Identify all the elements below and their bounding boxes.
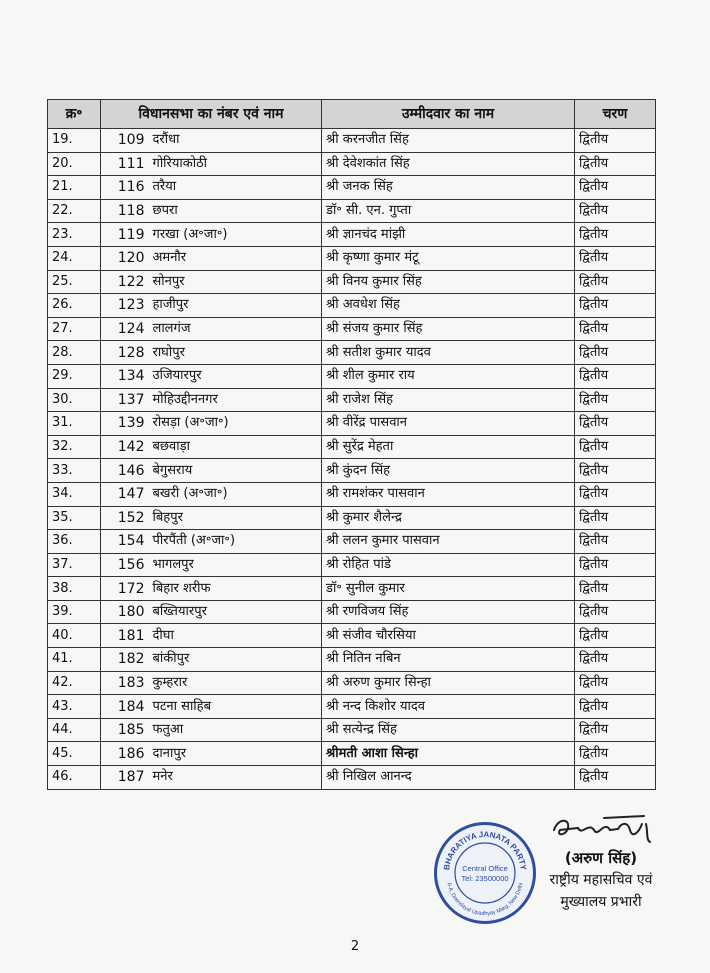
table-row xyxy=(48,223,656,247)
row-serial: 35. xyxy=(48,506,101,530)
row-serial: 38. xyxy=(48,577,101,601)
row-ac-number: 146 xyxy=(101,459,149,483)
signatory-designation-line1: राष्ट्रीय महासचिव एवं xyxy=(549,872,653,888)
row-ac-name: बखरी (अ॰जा॰) xyxy=(149,482,322,506)
row-ac-name: बेगुसराय xyxy=(149,459,322,483)
row-ac-name: राघोपुर xyxy=(149,341,322,365)
row-candidate: श्रीमती आशा सिन्हा xyxy=(322,742,575,766)
row-ac-name: मोहिउद्दीननगर xyxy=(149,388,322,412)
row-phase: द्वितीय xyxy=(575,152,656,176)
row-serial: 20. xyxy=(48,152,101,176)
row-phase: द्वितीय xyxy=(575,176,656,200)
table-row xyxy=(48,129,656,153)
row-candidate: श्री सुरेंद्र मेहता xyxy=(322,435,575,459)
table-row xyxy=(48,294,656,318)
table-row xyxy=(48,506,656,530)
svg-text:6-A, Deendayal Upadhyay Marg, xyxy=(446,882,525,917)
table-row xyxy=(48,742,656,766)
row-candidate: श्री रोहित पांडे xyxy=(322,553,575,577)
row-ac-number: 154 xyxy=(101,530,149,554)
row-phase: द्वितीय xyxy=(575,223,656,247)
table-header-row xyxy=(48,100,656,129)
row-candidate: श्री कुंदन सिंह xyxy=(322,459,575,483)
row-serial: 41. xyxy=(48,648,101,672)
row-candidate: श्री संजय कुमार सिंह xyxy=(322,317,575,341)
table-row xyxy=(48,718,656,742)
row-serial: 39. xyxy=(48,600,101,624)
row-phase: द्वितीय xyxy=(575,294,656,318)
row-ac-name: दानापुर xyxy=(149,742,322,766)
row-ac-number: 139 xyxy=(101,412,149,436)
row-phase: द्वितीय xyxy=(575,718,656,742)
row-candidate: श्री रामशंकर पासवान xyxy=(322,482,575,506)
signatory-block xyxy=(540,847,662,913)
table-row xyxy=(48,553,656,577)
signatory-name: (अरुण सिंह) xyxy=(564,849,638,867)
row-ac-name: कुम्हरार xyxy=(149,671,322,695)
row-phase: द्वितीय xyxy=(575,624,656,648)
table-row xyxy=(48,199,656,223)
row-ac-name: दीघा xyxy=(149,624,322,648)
row-ac-name: अमनौर xyxy=(149,246,322,270)
row-serial: 26. xyxy=(48,294,101,318)
row-ac-number: 116 xyxy=(101,176,149,200)
row-ac-number: 109 xyxy=(101,129,149,153)
row-candidate: श्री सत्येन्द्र सिंह xyxy=(322,718,575,742)
row-serial: 45. xyxy=(48,742,101,766)
row-ac-name: लालगंज xyxy=(149,317,322,341)
row-serial: 36. xyxy=(48,530,101,554)
signatory-designation-line2: मुख्यालय प्रभारी xyxy=(560,894,642,910)
candidate-table xyxy=(47,99,656,790)
row-ac-name: बिहार शरीफ xyxy=(149,577,322,601)
row-ac-number: 147 xyxy=(101,482,149,506)
header-constituency: विधानसभा का नंबर एवं नाम xyxy=(101,100,322,129)
row-ac-name: मनेर xyxy=(149,766,322,790)
row-phase: द्वितीय xyxy=(575,317,656,341)
table-row xyxy=(48,317,656,341)
row-ac-number: 137 xyxy=(101,388,149,412)
row-ac-name: गरखा (अ॰जा॰) xyxy=(149,223,322,247)
table-row xyxy=(48,577,656,601)
row-serial: 42. xyxy=(48,671,101,695)
stamp-center-line1: Central Office xyxy=(462,864,508,873)
row-serial: 46. xyxy=(48,766,101,790)
row-serial: 28. xyxy=(48,341,101,365)
table-row xyxy=(48,412,656,436)
row-ac-number: 152 xyxy=(101,506,149,530)
table-row xyxy=(48,671,656,695)
row-phase: द्वितीय xyxy=(575,766,656,790)
table-row xyxy=(48,341,656,365)
row-candidate: श्री नन्द किशोर यादव xyxy=(322,695,575,719)
row-ac-name: रोसड़ा (अ॰जा॰) xyxy=(149,412,322,436)
row-serial: 22. xyxy=(48,199,101,223)
row-candidate: श्री करनजीत सिंह xyxy=(322,129,575,153)
row-ac-name: हाजीपुर xyxy=(149,294,322,318)
row-ac-name: बख्तियारपुर xyxy=(149,600,322,624)
row-ac-number: 128 xyxy=(101,341,149,365)
row-ac-number: 187 xyxy=(101,766,149,790)
row-serial: 25. xyxy=(48,270,101,294)
row-ac-name: बिहपुर xyxy=(149,506,322,530)
stamp-ring-text: BHARATIYA JANATA PARTY xyxy=(442,829,528,871)
header-phase: चरण xyxy=(575,100,656,129)
row-serial: 43. xyxy=(48,695,101,719)
table-row xyxy=(48,435,656,459)
header-candidate: उम्मीदवार का नाम xyxy=(322,100,575,129)
table-row xyxy=(48,530,656,554)
row-ac-number: 124 xyxy=(101,317,149,341)
row-candidate: श्री रणविजय सिंह xyxy=(322,600,575,624)
table-row xyxy=(48,648,656,672)
row-serial: 32. xyxy=(48,435,101,459)
row-phase: द्वितीय xyxy=(575,530,656,554)
row-candidate: डॉ॰ सुनील कुमार xyxy=(322,577,575,601)
row-serial: 44. xyxy=(48,718,101,742)
row-ac-number: 185 xyxy=(101,718,149,742)
table-row xyxy=(48,246,656,270)
table-row xyxy=(48,482,656,506)
row-ac-number: 180 xyxy=(101,600,149,624)
row-ac-number: 142 xyxy=(101,435,149,459)
row-serial: 30. xyxy=(48,388,101,412)
row-serial: 37. xyxy=(48,553,101,577)
row-phase: द्वितीय xyxy=(575,199,656,223)
row-phase: द्वितीय xyxy=(575,246,656,270)
row-candidate: श्री वीरेंद्र पासवान xyxy=(322,412,575,436)
row-ac-name: बछवाड़ा xyxy=(149,435,322,459)
row-candidate: श्री अवधेश सिंह xyxy=(322,294,575,318)
row-phase: द्वितीय xyxy=(575,695,656,719)
row-candidate: श्री कृष्णा कुमार मंटू xyxy=(322,246,575,270)
stamp-address-text: 6-A, Deendayal Upadhyay Marg, New Delhi xyxy=(445,882,525,918)
row-phase: द्वितीय xyxy=(575,577,656,601)
table-row xyxy=(48,152,656,176)
row-ac-name: तरैया xyxy=(149,176,322,200)
row-ac-name: छपरा xyxy=(149,199,322,223)
row-ac-number: 183 xyxy=(101,671,149,695)
row-ac-number: 119 xyxy=(101,223,149,247)
row-phase: द्वितीय xyxy=(575,412,656,436)
row-serial: 40. xyxy=(48,624,101,648)
row-ac-number: 123 xyxy=(101,294,149,318)
row-ac-name: पीरपैंती (अ॰जा॰) xyxy=(149,530,322,554)
row-ac-number: 186 xyxy=(101,742,149,766)
row-ac-name: दरौंधा xyxy=(149,129,322,153)
row-ac-number: 111 xyxy=(101,152,149,176)
row-phase: द्वितीय xyxy=(575,600,656,624)
row-candidate: श्री ज्ञानचंद मांझी xyxy=(322,223,575,247)
row-phase: द्वितीय xyxy=(575,648,656,672)
table-row xyxy=(48,695,656,719)
row-ac-name: बांकीपुर xyxy=(149,648,322,672)
row-serial: 23. xyxy=(48,223,101,247)
header-serial: क्र॰ xyxy=(48,100,101,129)
row-candidate: डॉ॰ सी. एन. गुप्ता xyxy=(322,199,575,223)
row-ac-name: गोरियाकोठी xyxy=(149,152,322,176)
table-row xyxy=(48,364,656,388)
table-row xyxy=(48,624,656,648)
handwritten-signature xyxy=(548,812,656,850)
row-phase: द्वितीय xyxy=(575,553,656,577)
row-phase: द्वितीय xyxy=(575,129,656,153)
row-candidate: श्री ललन कुमार पासवान xyxy=(322,530,575,554)
row-candidate: श्री देवेशकांत सिंह xyxy=(322,152,575,176)
row-phase: द्वितीय xyxy=(575,671,656,695)
row-candidate: श्री संजीव चौरसिया xyxy=(322,624,575,648)
row-serial: 21. xyxy=(48,176,101,200)
row-serial: 33. xyxy=(48,459,101,483)
row-candidate: श्री राजेश सिंह xyxy=(322,388,575,412)
row-ac-number: 184 xyxy=(101,695,149,719)
row-ac-number: 122 xyxy=(101,270,149,294)
row-phase: द्वितीय xyxy=(575,270,656,294)
row-serial: 34. xyxy=(48,482,101,506)
row-ac-number: 182 xyxy=(101,648,149,672)
row-candidate: श्री जनक सिंह xyxy=(322,176,575,200)
row-serial: 24. xyxy=(48,246,101,270)
row-serial: 19. xyxy=(48,129,101,153)
table-row xyxy=(48,270,656,294)
row-candidate: श्री शील कुमार राय xyxy=(322,364,575,388)
party-stamp xyxy=(434,822,536,924)
page-number: 2 xyxy=(350,939,360,954)
row-serial: 29. xyxy=(48,364,101,388)
row-ac-number: 118 xyxy=(101,199,149,223)
row-candidate: श्री अरुण कुमार सिन्हा xyxy=(322,671,575,695)
table-row xyxy=(48,766,656,790)
row-phase: द्वितीय xyxy=(575,388,656,412)
table-row xyxy=(48,388,656,412)
row-phase: द्वितीय xyxy=(575,435,656,459)
row-serial: 31. xyxy=(48,412,101,436)
row-candidate: श्री निखिल आनन्द xyxy=(322,766,575,790)
row-ac-number: 172 xyxy=(101,577,149,601)
row-ac-name: सोनपुर xyxy=(149,270,322,294)
row-candidate: श्री विनय कुमार सिंह xyxy=(322,270,575,294)
row-ac-name: भागलपुर xyxy=(149,553,322,577)
row-phase: द्वितीय xyxy=(575,459,656,483)
row-candidate: श्री नितिन नबिन xyxy=(322,648,575,672)
row-phase: द्वितीय xyxy=(575,341,656,365)
row-ac-number: 181 xyxy=(101,624,149,648)
stamp-center-line2: Tel: 23500000 xyxy=(461,874,509,883)
row-ac-number: 156 xyxy=(101,553,149,577)
table-row xyxy=(48,176,656,200)
row-phase: द्वितीय xyxy=(575,742,656,766)
row-serial: 27. xyxy=(48,317,101,341)
row-ac-number: 134 xyxy=(101,364,149,388)
table-row xyxy=(48,459,656,483)
row-phase: द्वितीय xyxy=(575,364,656,388)
row-phase: द्वितीय xyxy=(575,482,656,506)
row-ac-name: पटना साहिब xyxy=(149,695,322,719)
table-row xyxy=(48,600,656,624)
row-ac-name: फतुआ xyxy=(149,718,322,742)
row-candidate: श्री कुमार शैलेन्द्र xyxy=(322,506,575,530)
row-ac-name: उजियारपुर xyxy=(149,364,322,388)
row-phase: द्वितीय xyxy=(575,506,656,530)
row-ac-number: 120 xyxy=(101,246,149,270)
row-candidate: श्री सतीश कुमार यादव xyxy=(322,341,575,365)
